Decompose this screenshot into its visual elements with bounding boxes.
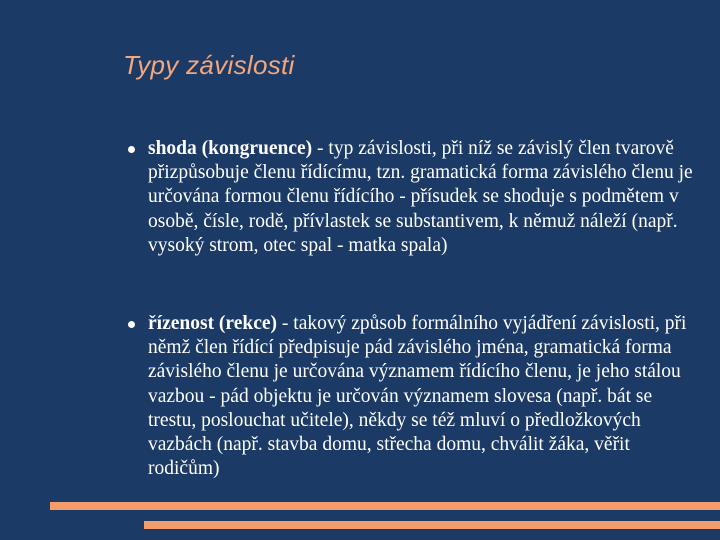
bullet-dot-icon <box>128 146 135 153</box>
list-item-text <box>148 137 700 258</box>
list-item-text <box>148 312 700 481</box>
decorative-bar-bottom <box>144 521 720 529</box>
list-item-description: - typ závislosti, při níž se závislý člen tvarově přizpůsobuje členu řídícímu, tzn. gramatická forma závislého členu je určována formou členu řídícího - přísudek se shoduje s podmětem v osobě, čísle, rodě, přívlastek se substantivem, k němuž náleží (např. vysoký strom, otec spal - matka spala) <box>148 138 693 256</box>
list-item-shoda <box>148 137 700 258</box>
bullet-dot-icon <box>128 321 135 328</box>
list-item-rizenost <box>148 312 700 481</box>
list-item-description: - takový způsob formálního vyjádření závislosti, při němž člen řídící předpisuje pád závislého jména, gramatická forma závislého členu je určována významem řídícího členu, je jeho stálou vazbou - pád objektu je určován významem slovesa (např. bát se trestu, poslouchat učitele), někdy se též mluví o předložkových vazbách (např. stavba domu, střecha domu, chválit žáka, věřit rodičům) <box>148 313 687 480</box>
list-item-term: řízenost (rekce) <box>148 313 278 334</box>
list-item-term: shoda (kongruence) <box>148 138 313 159</box>
slide-title: Typy závislosti <box>123 50 295 80</box>
decorative-bar-top <box>50 502 720 510</box>
